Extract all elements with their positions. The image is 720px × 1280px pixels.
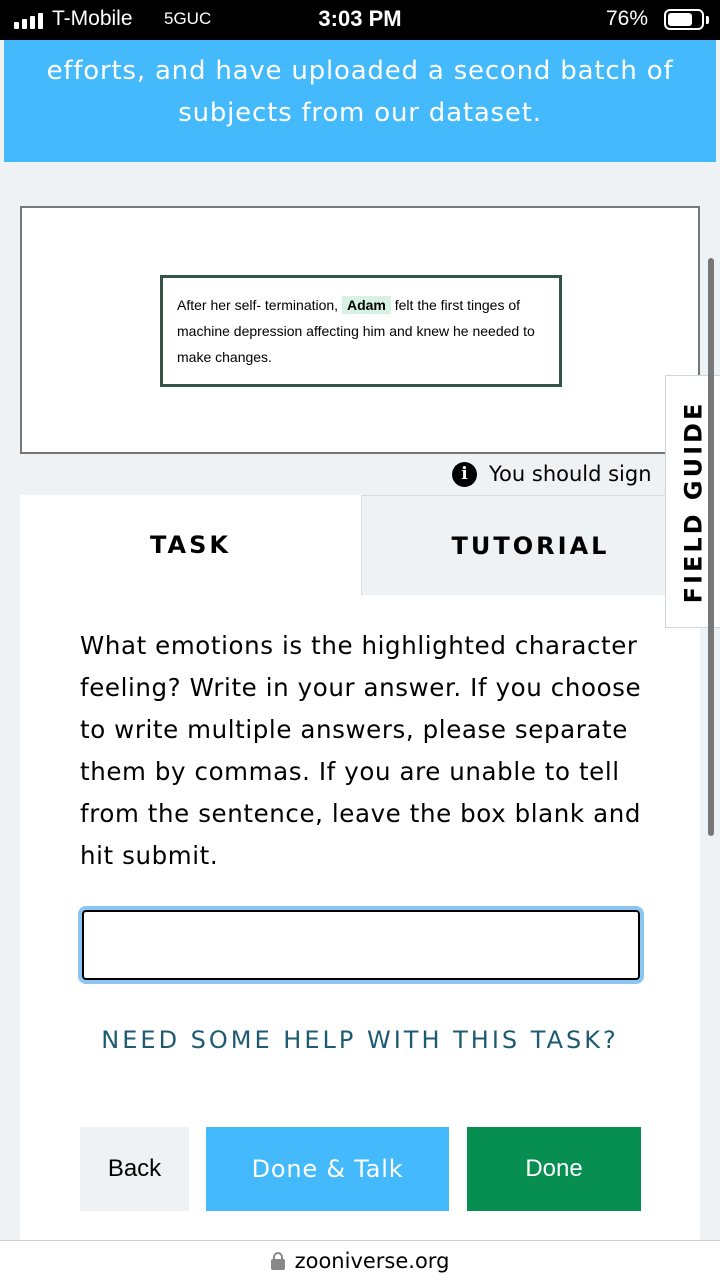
help-link[interactable]: NEED SOME HELP WITH THIS TASK? (101, 1026, 619, 1054)
info-icon: i (452, 462, 477, 487)
battery-icon (664, 9, 704, 30)
url-bar[interactable] (0, 1240, 720, 1280)
subject-sentence (160, 275, 562, 387)
back-button[interactable]: Back (80, 1127, 189, 1211)
task-question: What emotions is the highlighted character feeling? Write in your answer. If you choose to write multiple answers, please separate them by commas. If you are unable to tell from the sentence, leave the box blank and hit submit. (80, 631, 642, 870)
task-tabs (20, 495, 700, 595)
tab-tutorial[interactable]: TUTORIAL (361, 495, 700, 595)
task-panel (20, 595, 700, 1240)
done-and-talk-button[interactable]: Done & Talk (206, 1127, 449, 1211)
field-guide-label: FIELD GUIDE (679, 400, 708, 603)
subject-viewer (20, 206, 700, 454)
signin-notice[interactable] (452, 460, 664, 488)
tab-task[interactable]: TASK (20, 495, 361, 595)
lock-icon (271, 1252, 285, 1270)
answer-field-wrapper (78, 906, 644, 984)
done-button[interactable]: Done (467, 1127, 641, 1211)
url-text: zooniverse.org (294, 1248, 450, 1273)
signin-notice-text: You should sign (489, 462, 652, 486)
announcement-text: efforts, and have uploaded a second batch of subjects from our dataset. (46, 56, 674, 128)
answer-input[interactable] (82, 910, 640, 980)
sentence-after: felt the first tinges of machine depression affecting him and knew he needed to make changes. (177, 297, 535, 365)
highlighted-character: Adam (342, 296, 391, 314)
network-type: 5GUC (164, 9, 212, 28)
status-bar (0, 0, 720, 40)
battery-percent: 76% (606, 7, 649, 30)
carrier-name: T-Mobile (52, 7, 133, 30)
clock: 3:03 PM (318, 6, 402, 31)
announcement-banner (4, 40, 716, 162)
sentence-before: After her self- termination, (177, 297, 342, 313)
scrollbar[interactable] (708, 258, 714, 836)
